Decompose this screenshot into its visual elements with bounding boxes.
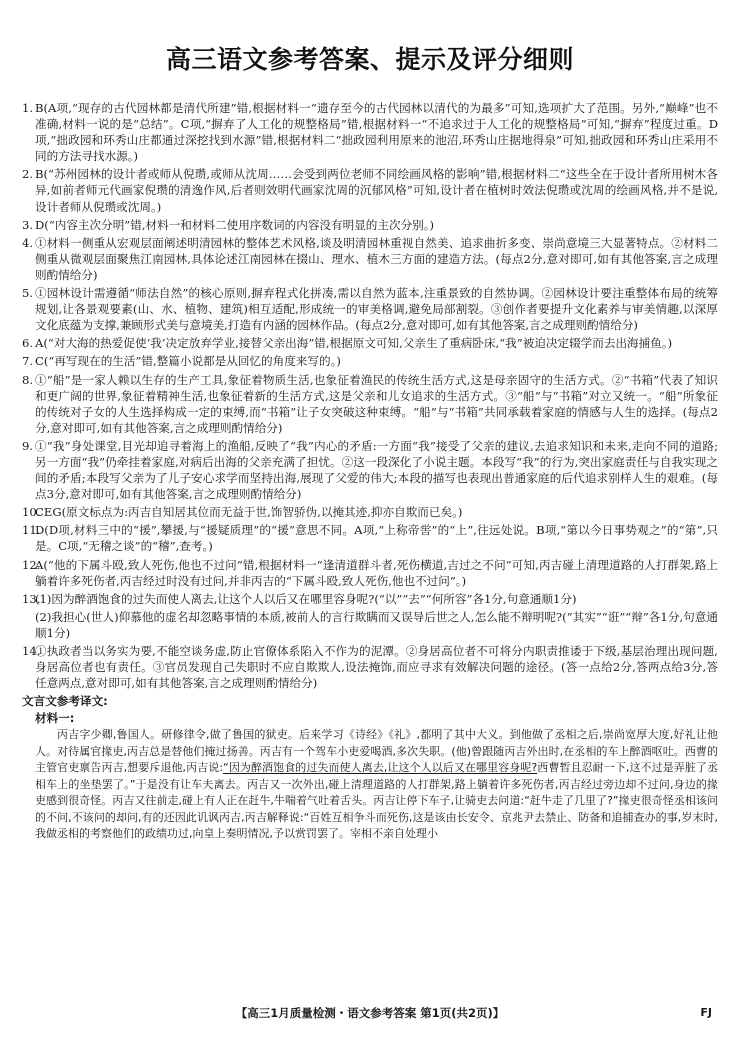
answer-item-11 [22,522,718,554]
answer-list [22,100,718,843]
translation-text-b: 西曹暂且忍耐一下,这不过是弄脏了丞相车上的坐垫罢了。”于是没有让车夫离去。丙吉又一次外出,碰上清理道路的人打群架,路上躺着许多死伤者,丙吉经过旁边却不过问,身边的掾吏感到很奇怪。丙吉又往前走,碰上有人正在赶牛,牛喘着气吐着舌头。丙吉让停下车子,让骑吏去问道:“赶牛走了几里了?”掾吏很奇怪丞相该问的不问,不该问的却问,有的还因此讥讽丙吉,丙吉解释说:“百姓互相争斗而死伤,这是该由长安令、京兆尹去禁止、防备和追捕查办的事,岁末时,我做丞相的考察他们的政绩功过,向皇上奏明情况,予以赏罚罢了。宰相不亲自处理小 [35,761,718,841]
answer-number: 5. [22,286,34,301]
answer-item-12 [22,557,718,589]
translation-heading: 文言文参考译文: [22,694,108,709]
answer-item-13 [22,591,718,607]
answer-text: CEG(原文标点为:丙吉自知居其位而无益于世,饰智骄伪,以掩其迹,抑亦自欺而已矣。) [35,505,463,520]
answer-text: ①“船”是一家人赖以生存的生产工具,象征着物质生活,也象征着渔民的传统生活方式,这是母亲固守的生活方式。②“书箱”代表了知识和更广阔的世界,象征着精神生活,也象征着新的生活方式,这是父亲和儿女追求的生活方式。③“船”与“书箱”对立又统一。“船”所象征的传统对子女的人生选择构成一定的束缚,而“书箱”让子女突破这种束缚。“船”与“书箱”共同承载着家庭的情感与人生的选择。(每点2分,意对即可,如有其他答案,言之成理则酌情给分) [35,372,718,435]
answer-text: ①“我”身处课堂,目光却追寻着海上的渔船,反映了“我”内心的矛盾:一方面“我”接受了父亲的建议,去追求知识和未来,走向不同的道路;另一方面“我”仍牵挂着家庭,对病后出海的父亲充满了担忧。②这一段深化了小说主题。本段写“我”的行为,突出家庭责任与自我实现之间的矛盾;本段写父亲为了儿子安心求学而坚持出海,展现了父爱的伟大;本段的描写也表现出普通家庭的后代追求别样人生的艰难。(每点3分,意对即可,如有其他答案,言之成理则酌情给分) [35,438,718,502]
answer-item-6 [22,335,718,351]
answer-number: 1. [22,101,34,115]
translation-text-a: 丙吉字少卿,鲁国人。研修律令,做了鲁国的狱吏。后来学习《诗经》《礼》,都明了其中大义。到他做了丞相之后,崇尚宽厚大度,好礼让他人。对待属官掾吏,丙吉总是替他们掩过扬善。丙吉有一个驾车小吏爱喝酒,多次失职。(他)曾跟随丙吉外出时,在丞相的车上醉酒呕吐。西曹的主管官吏禀告丙吉,想要斥退他,丙吉说: [35,728,718,775]
answer-number: 6. [22,336,34,351]
answer-number: 11. [22,523,41,538]
answer-text: ①材料一侧重从宏观层面阐述明清园林的整体艺术风格,谈及明清园林重视自然美、追求曲折多变、崇尚意境三大显著特点。②材料二侧重从微观层面聚焦江南园林,具体论述江南园林在掇山、理水、植木三方面的建造方法。(每点2分,意对即可,如有其他答案,言之成理则酌情给分) [35,235,718,282]
answer-number: 8. [22,372,34,387]
answer-item-5 [22,285,718,333]
answer-number: 10. [22,505,41,520]
footer-code: FJ [700,1006,712,1019]
page-footer: 【高三1月质量检测・语文参考答案 第1页(共2页)】 [235,1006,505,1020]
answer-text: C(“再写现在的生活”错,整篇小说都是从回忆的角度来写的。) [35,354,341,369]
answer-item-9 [22,438,718,502]
translation-underlined-quote: “因为醉酒饱食的过失而使人离去,让这个人以后又在哪里容身呢? [223,761,538,775]
answer-item-7 [22,353,718,369]
answer-number: 13. [22,591,41,606]
answer-number: 2. [22,167,34,182]
answer-item-8 [22,372,718,436]
answer-item-3 [22,217,718,233]
answer-text: B(A项,“现存的古代园林都是清代所建”错,根据材料一“遗存至今的古代园林以清代的为最多”可知,选项扩大了范围。另外,“巅峰”也不准确,材料一说的是“总结”。C项,“摒弃了人工化的规整格局”错,根据材料一“不追求过于人工化的规整格局”可知,“摒弃”程度过重。D项,“拙政园和环秀山庄都通过深挖找到水源”错,根据材料二“拙政园利用原来的池沼,环秀山庄据地得泉”可知,拙政园和环秀山庄采用不同的方法寻找水源。) [35,101,718,164]
answer-text: ①园林设计需遵循“师法自然”的核心原则,摒弃程式化拼凑,需以自然为蓝本,注重景致的自然协调。②园林设计要注重整体布局的统筹规划,让各景观要素(山、水、植物、建筑)相互适配,形成统一的审美格调,避免局部割裂。③创作者要提升文化素养与审美情趣,以深厚文化底蕴为支撑,兼顾形式美与意境美,打造有内涵的园林作品。(每点2分,意对即可,如有其他答案,言之成理则酌情给分) [35,286,718,333]
answer-item-2 [22,166,718,214]
answer-text: D(“内容主次分明”错,材料一和材料二使用序数词的内容没有明显的主次分别。) [35,217,435,232]
answer-number: 4. [22,235,34,250]
answer-text: D(D项,材料三中的“援”,攀援,与“援疑质理”的“援”意思不同。A项,“上称帝喾”的“上”,往远处说。B项,“第以今日事势观之”的“第”,只是。C项,“无稽之谈”的“稽”,查考。) [35,523,718,554]
translation-paragraph [22,727,718,843]
answer-text: B(“苏州园林的设计者或师从倪瓒,或师从沈周……会受到两位老师不同绘画风格的影响”错,根据材料二“这些全在于设计者所用树木各异,如前者师元代画家倪瓒的清逸作风,后者则效明代画家沈周的沉郁风格”可知,设计者在植树时效法倪瓒或沈周的绘画风格,并不是说,设计者师从倪瓒或沈周。) [35,167,718,214]
answer-text: A(“他的下属斗殴,致人死伤,他也不过问”错,根据材料一“逢清道群斗者,死伤横道,吉过之不问”可知,丙吉碰上清理道路的人打群架,路上躺着许多死伤者,丙吉经过时没有过问,并非丙吉的“下属斗殴,致人死伤,他也不过问”。) [35,557,718,588]
page-title: 高三语文参考答案、提示及评分细则 [165,45,574,74]
answer-number: 14. [22,644,41,658]
answer-number: 7. [22,354,34,369]
material-label: 材料一: [35,711,75,726]
answer-item-10 [22,504,718,520]
answer-text: A(“对大海的热爱促使‘我’决定放弃学业,接替父亲出海”错,根据原文可知,父亲生了重病卧床,“我”被迫决定辍学而去出海捕鱼。) [35,336,673,351]
answer-text: (1)因为醉酒饱食的过失而使人离去,让这个人以后又在哪里容身呢?(“以”“去”“何所容”各1分,句意通顺1分) [35,591,577,606]
answer-item-14 [22,643,718,691]
answer-item-4 [22,235,718,283]
answer-number: 12. [22,557,41,572]
answer-item-13-part-2: (2)我担心(世人)仰慕他的虚名却忽略事情的本质,被前人的言行欺瞒而又误导后世之人,怎么能不辩明呢?(“其实”“诳”“辩”各1分,句意通顺1分) [35,609,718,640]
answer-text: ①执政者当以务实为要,不能空谈务虚,防止官僚体系陷入不作为的泥潭。②身居高位者不可将分内职责推诿于下级,基层治理出现问题,身居高位者也有责任。③官员发现自己失职时不应自欺欺人,设法掩饰,而应寻求有效解决问题的途径。(答一点给2分,答两点给3分,答任意两点,意对即可,如有其他答案,言之成理则酌情给分) [35,644,718,691]
answer-number: 3. [22,217,34,232]
answer-item-1 [22,100,718,164]
answer-number: 9. [22,438,34,453]
